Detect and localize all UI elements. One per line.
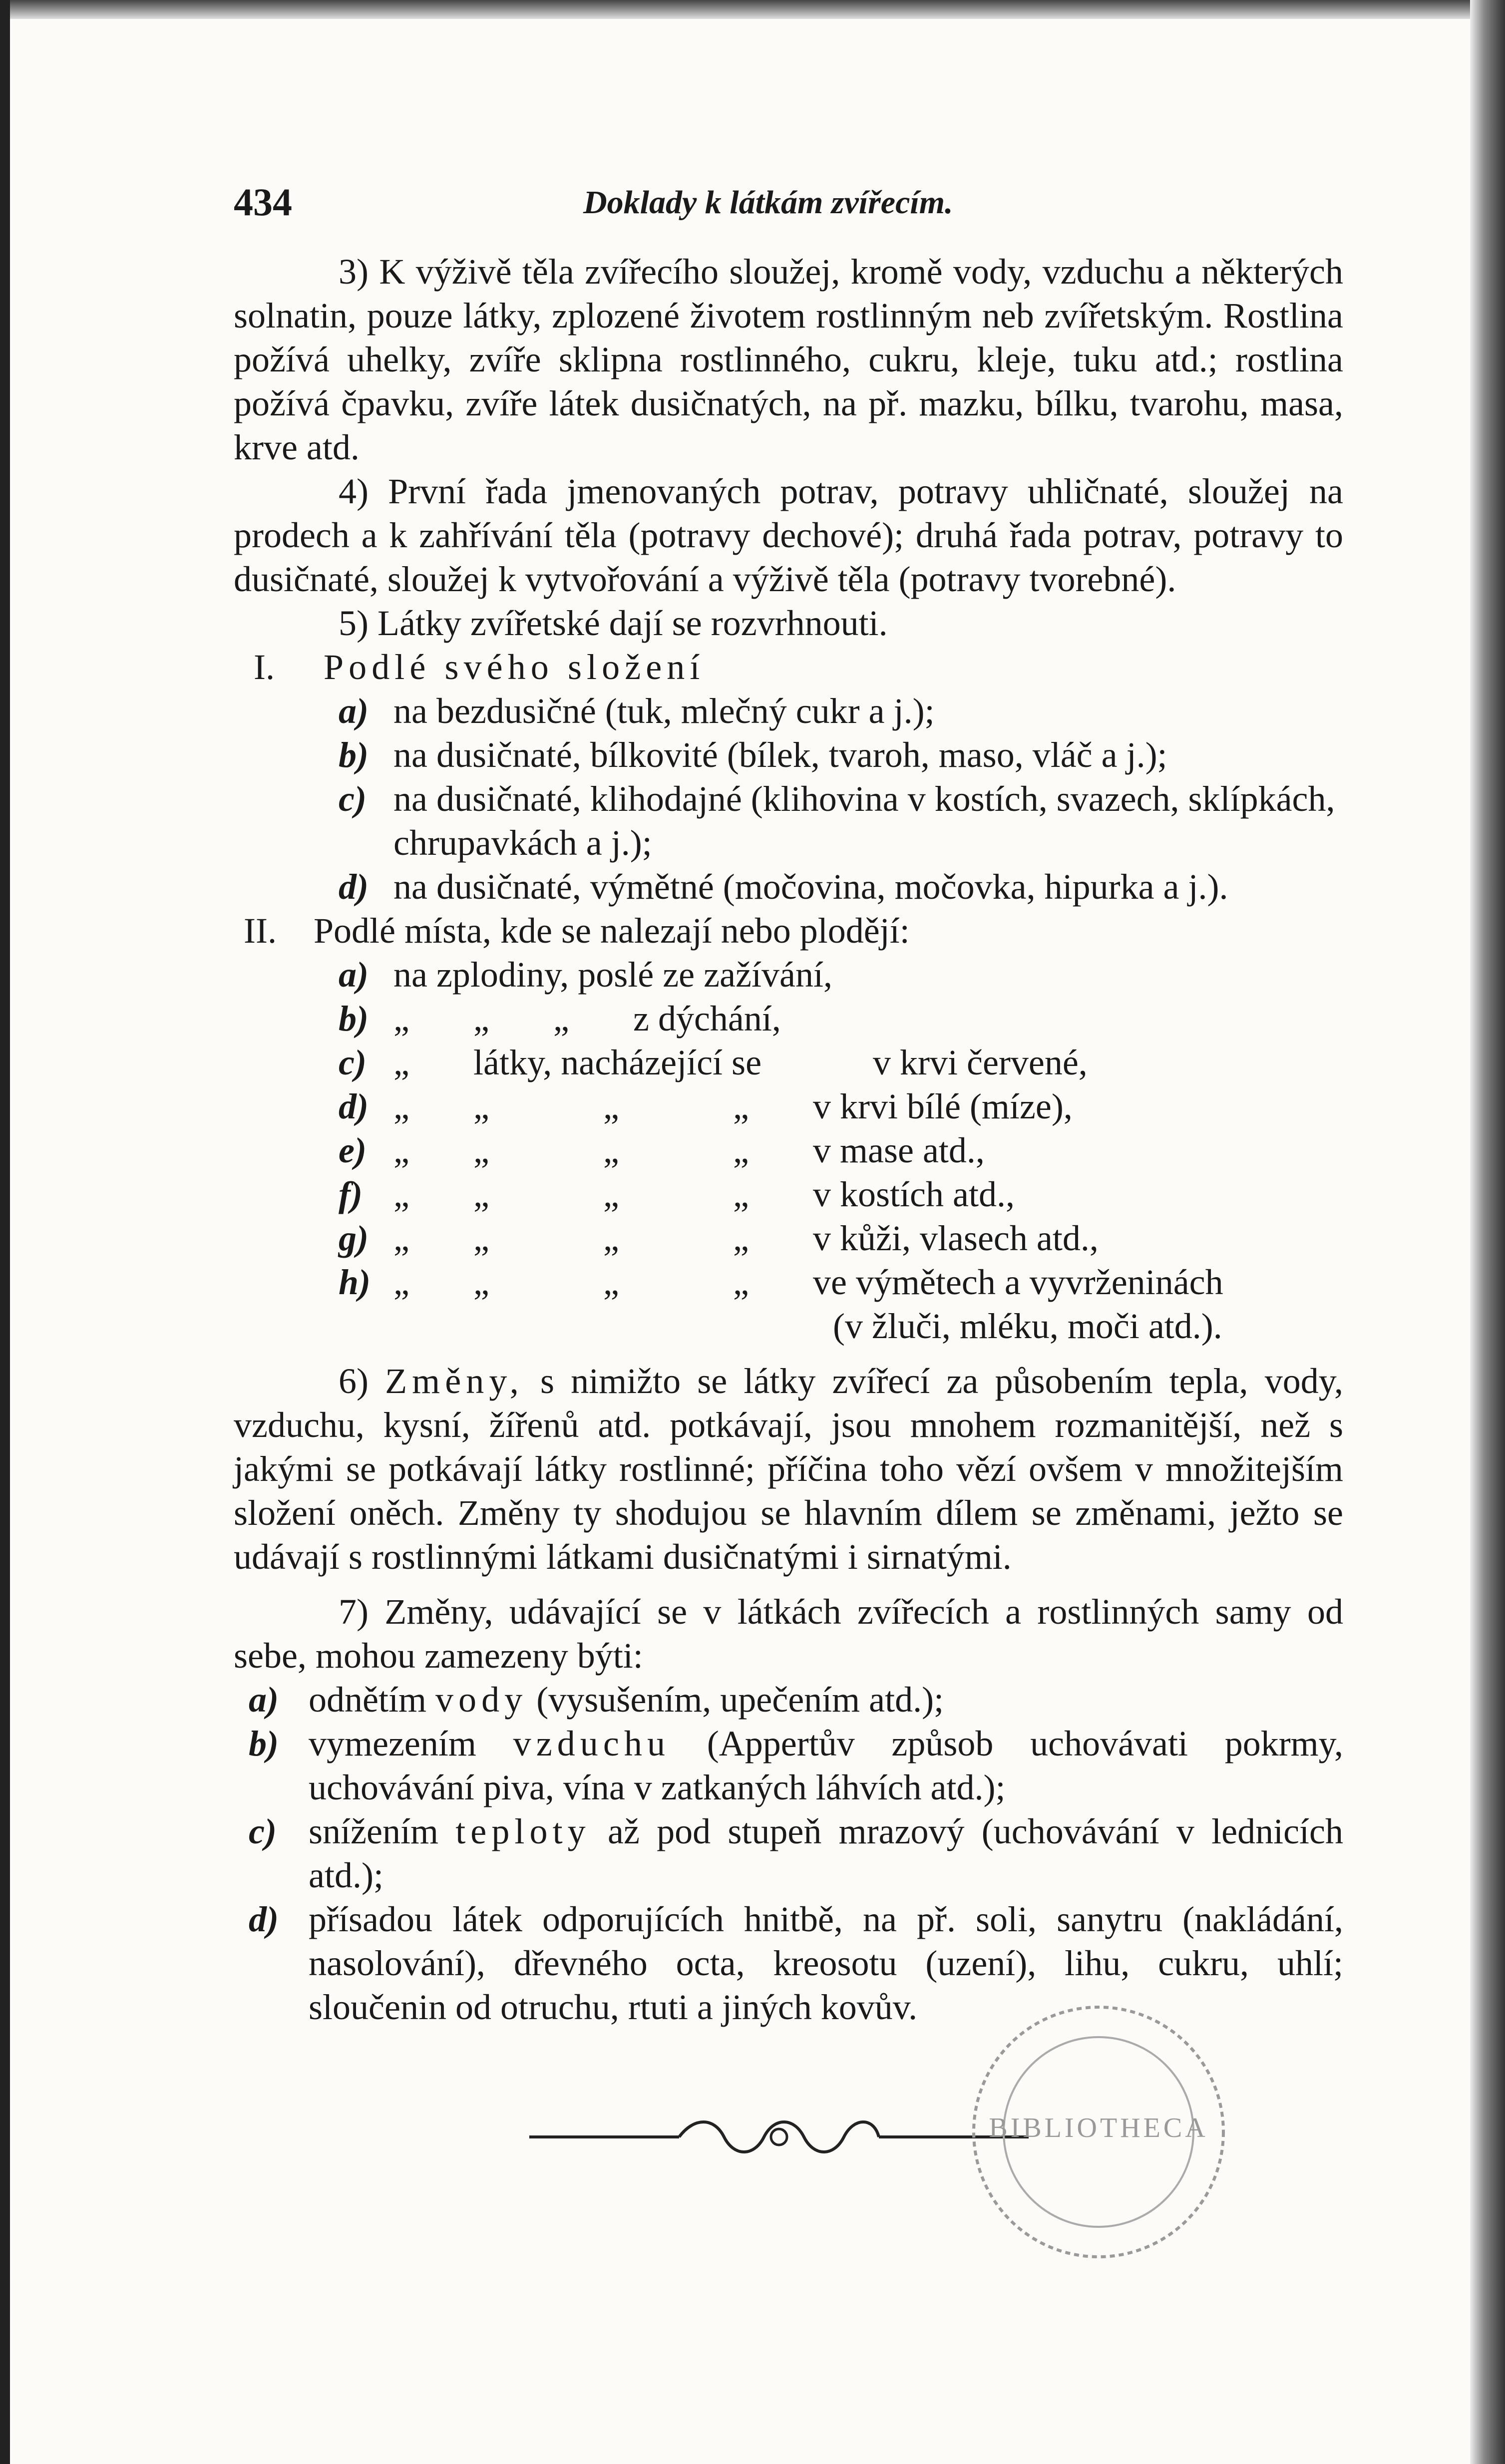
paragraph-6: 6) Změny, s nimižto se látky zvířecí za působením tepla, vody, vzduchu, kysní, žířenů atd. potkávají, jsou mnohem rozmanitější, než s jakými se potkávají látky rostlinné; příčina toho vězí ovšem v množitejším složení oněch. Změny ty shodujou se hlavním dílem se změnami, ježto se udávají s rostlinnými látkami dusičnatými i sirnatými. xyxy=(234,1361,1344,1577)
list-item: f) „ „ „ „ v kostích atd., xyxy=(339,1174,1015,1214)
list-item: a) na bezdusičné (tuk, mlečný cukr a j.); xyxy=(339,691,935,731)
paragraph-4: 4) První řada jmenovaných potrav, potravy uhličnaté, sloužej na prodech a k zahřívání těla (potravy dechové); druhá řada potrav, potravy to dusičnaté, sloužej k vytvořování a výživě těla (potravy tvorebné). xyxy=(234,471,1343,599)
section-heading: Podlé svého složení xyxy=(324,647,705,687)
paragraph-7: 7) Změny, udávající se v látkách zvířecích a rostlinných samy od sebe, mohou zamezeny býti: xyxy=(234,1592,1343,1676)
list-item: c) na dusičnaté, klihodajné (klihovina v kostích, svazech, sklípkách, chrupavkách a j.); xyxy=(339,779,1335,863)
list-item: a) na zplodiny, poslé ze zažívání, xyxy=(339,955,832,995)
list-item: h) „ „ „ „ ve výmětech a vyvrženinách xyxy=(339,1262,1223,1302)
library-stamp xyxy=(959,1987,1238,2277)
page-content xyxy=(234,175,1343,2029)
list-item: g) „ „ „ „ v kůži, vlasech atd., xyxy=(339,1218,1099,1258)
scan-edge-right xyxy=(1470,0,1505,2464)
scan-edge-top xyxy=(0,0,1505,19)
stamp-text: BIBLIOTHECA xyxy=(989,2112,1208,2143)
roman-numeral: II. xyxy=(244,911,277,951)
scan-edge-left xyxy=(0,0,10,2464)
roman-numeral: I. xyxy=(254,647,275,687)
page-number: 434 xyxy=(234,180,292,224)
page-header xyxy=(234,175,1343,235)
paragraph-5: 5) Látky zvířetské dají se rozvrhnouti. xyxy=(339,603,888,643)
list-item: d) na dusičnaté, výmětné (močovina, močovka, hipurka a j.). xyxy=(339,867,1228,907)
list-item: d) „ „ „ „ v krvi bílé (míze), xyxy=(339,1086,1073,1126)
list-item: e) „ „ „ „ v mase atd., xyxy=(339,1130,985,1170)
section-2-heading xyxy=(234,909,1343,953)
running-title: Doklady k látkám zvířecím. xyxy=(583,184,953,221)
section-heading: Podlé místa, kde se nalezají nebo plodějí: xyxy=(314,911,910,951)
list-continuation: (v žluči, mléku, moči atd.). xyxy=(833,1306,1222,1346)
list-item: b) „ „ „ z dýchání, xyxy=(339,999,781,1039)
section-1-heading xyxy=(234,645,1343,689)
list-item: c) „ látky, nacházející se v krvi červené, xyxy=(339,1043,1088,1082)
list-item: c) snížením teploty až pod stupeň mrazový (uchovávání v lednicích atd.); xyxy=(249,1811,1343,1895)
ornament-divider xyxy=(529,2107,1029,2167)
list-item: b) vymezením vzduchu (Appertův způsob uchovávati pokrmy, uchovávání piva, vína v zatkaných láhvích atd.); xyxy=(249,1724,1344,1807)
paragraph-3: 3) K výživě těla zvířecího sloužej, kromě vody, vzduchu a některých solnatin, pouze látky, zplozené životem rostlinným neb zvířetským. Rostlina požívá uhelky, zvíře sklipna rostlinného, cukru, kleje, tuku atd.; rostlina požívá čpavku, zvíře látek dusičnatých, na př. mazku, bílku, tvarohu, masa, krve atd. xyxy=(234,252,1343,467)
list-item: a) odnětím vody (vysušením, upečením atd.); xyxy=(249,1680,944,1720)
list-item: b) na dusičnaté, bílkovité (bílek, tvaroh, maso, vláč a j.); xyxy=(339,735,1167,775)
list-item: d) přísadou látek odporujících hnitbě, na př. soli, sanytru (nakládání, nasolování), dřevného octa, kreosotu (uzení), lihu, cukru, uhlí; sloučenin od otruchu, rtuti a jiných kovův. xyxy=(249,1899,1343,2027)
